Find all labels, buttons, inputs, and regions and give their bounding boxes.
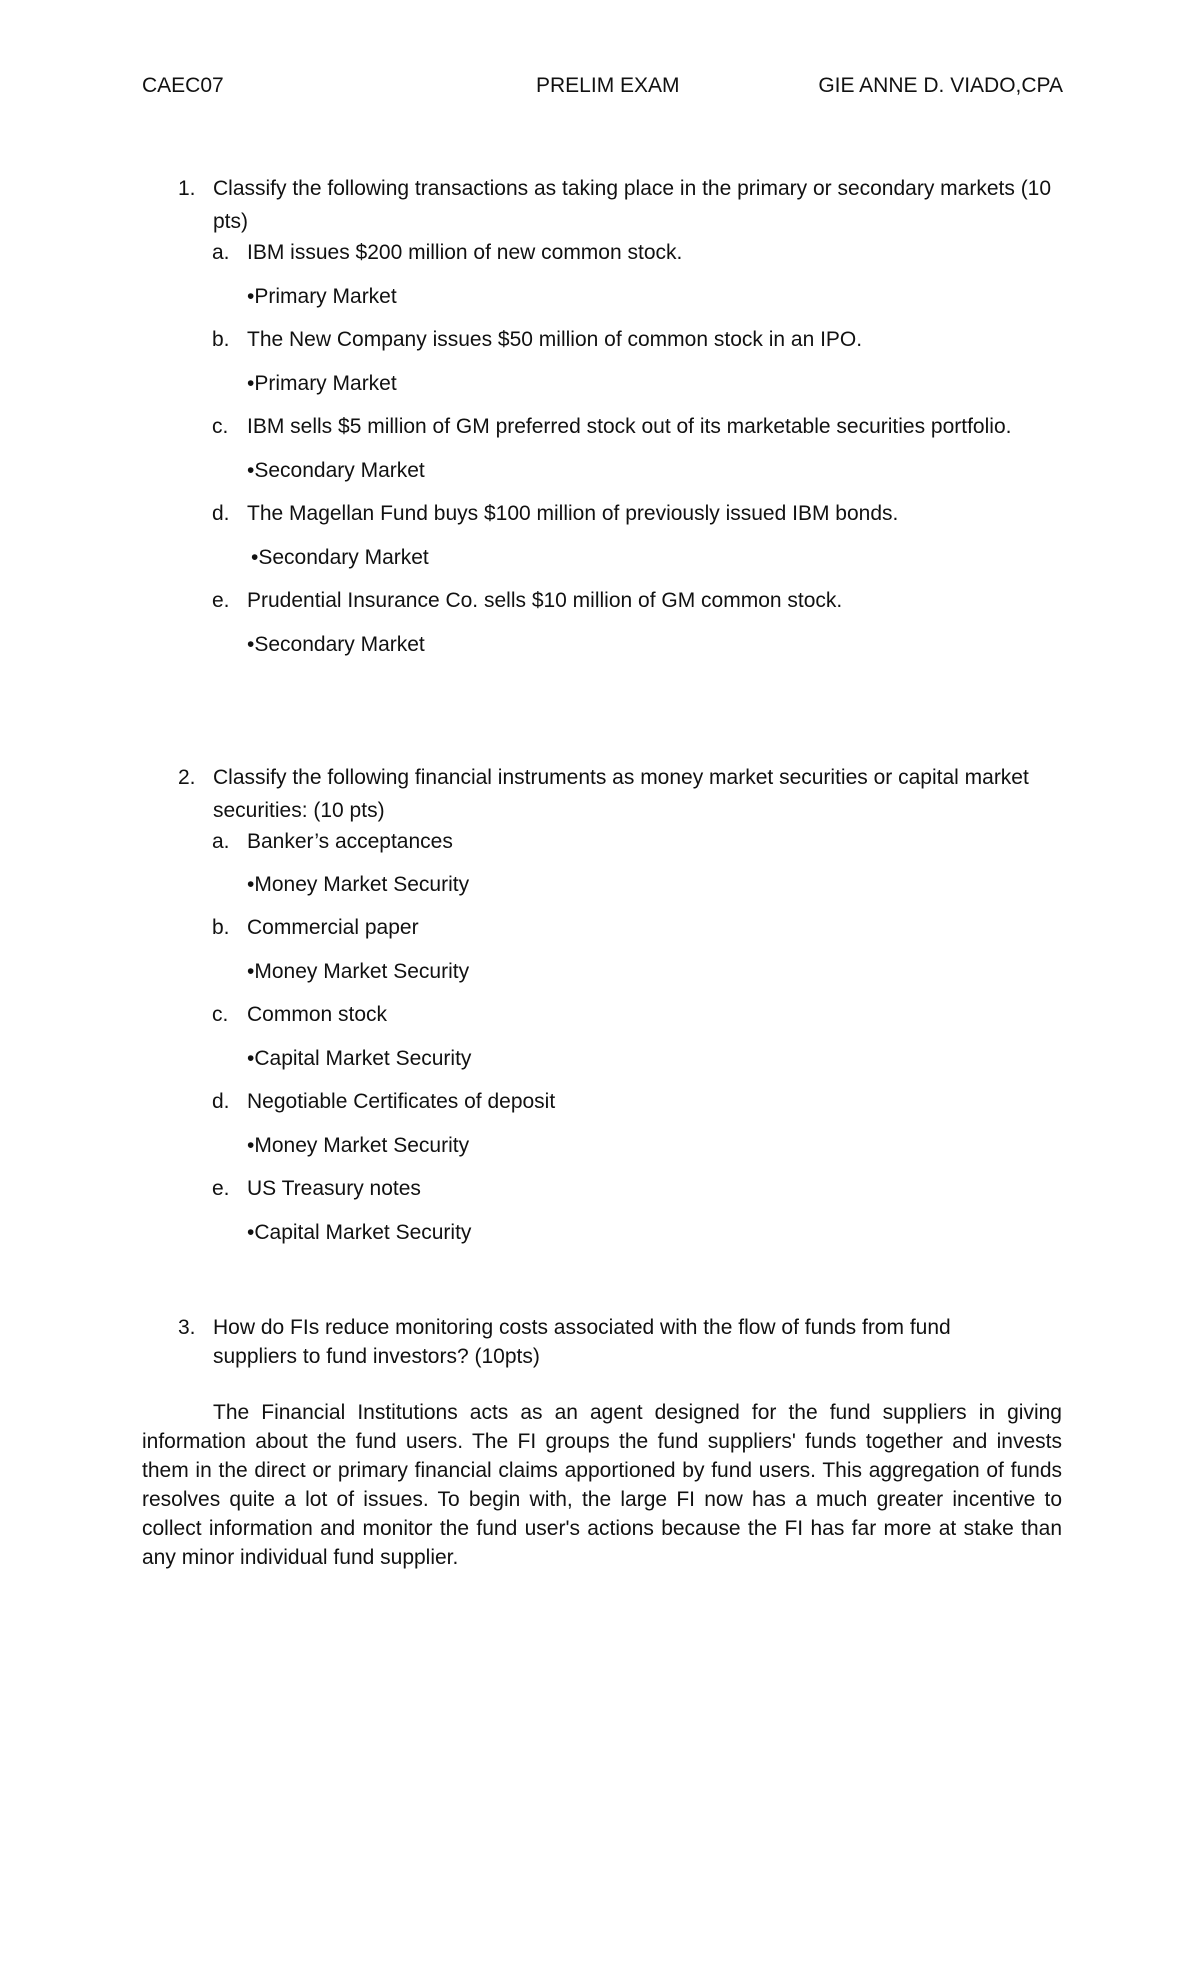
header-instructor: GIE ANNE D. VIADO,CPA (818, 74, 1063, 97)
item-answer: •Capital Market Security (247, 1047, 472, 1070)
item-letter: e. (212, 1177, 230, 1200)
item-answer: •Secondary Market (251, 546, 429, 569)
item-answer: •Primary Market (247, 372, 397, 395)
item-letter: b. (212, 328, 230, 351)
item-letter: c. (212, 1003, 229, 1026)
item-answer: •Secondary Market (247, 459, 425, 482)
item-answer: •Money Market Security (247, 960, 470, 983)
item-text: Negotiable Certificates of deposit (247, 1090, 556, 1113)
item-text: The Magellan Fund buys $100 million of previously issued IBM bonds. (247, 502, 899, 525)
header-exam-title: PRELIM EXAM (536, 74, 680, 97)
item-text: IBM issues $200 million of new common stock. (247, 241, 683, 264)
item-text: IBM sells $5 million of GM preferred stock out of its marketable securities portfolio. (247, 415, 1012, 438)
question-text: How do FIs reduce monitoring costs associated with the flow of funds from fund suppliers to fund investors? (10pts) (213, 1316, 951, 1368)
item-answer: •Capital Market Security (247, 1221, 472, 1244)
question-text: Classify the following financial instruments as money market securities or capital market securities: (10 pts) (213, 766, 1029, 822)
item-text: The New Company issues $50 million of common stock in an IPO. (247, 328, 863, 351)
answer-paragraph: The Financial Institutions acts as an agent designed for the fund suppliers in giving information about the fund users. The FI groups the fund suppliers' funds together and invests them in the direct or primary financial claims apportioned by fund users. This aggregation of funds resolves quite a lot of issues. To begin with, the large FI now has a much greater incentive to collect information and monitor the fund user's actions because the FI has far more at stake than any minor individual fund supplier. (142, 1401, 1062, 1569)
item-letter: a. (212, 241, 230, 264)
item-text: Common stock (247, 1003, 388, 1026)
item-text: US Treasury notes (247, 1177, 421, 1200)
item-letter: c. (212, 415, 229, 438)
item-answer: •Money Market Security (247, 873, 470, 896)
item-text: Prudential Insurance Co. sells $10 million of GM common stock. (247, 589, 843, 612)
question-number: 1. (178, 177, 196, 200)
question-number: 3. (178, 1316, 196, 1339)
item-letter: a. (212, 830, 230, 853)
question-text: Classify the following transactions as taking place in the primary or secondary markets (10 pts) (213, 177, 1052, 233)
question-number: 2. (178, 766, 196, 789)
item-letter: d. (212, 1090, 230, 1113)
item-letter: d. (212, 502, 230, 525)
item-text: Banker’s acceptances (247, 830, 453, 853)
item-answer: •Money Market Security (247, 1134, 470, 1157)
item-letter: e. (212, 589, 230, 612)
item-answer: •Primary Market (247, 285, 397, 308)
item-answer: •Secondary Market (247, 633, 425, 656)
item-text: Commercial paper (247, 916, 419, 939)
item-letter: b. (212, 916, 230, 939)
header-course-code: CAEC07 (142, 74, 224, 97)
